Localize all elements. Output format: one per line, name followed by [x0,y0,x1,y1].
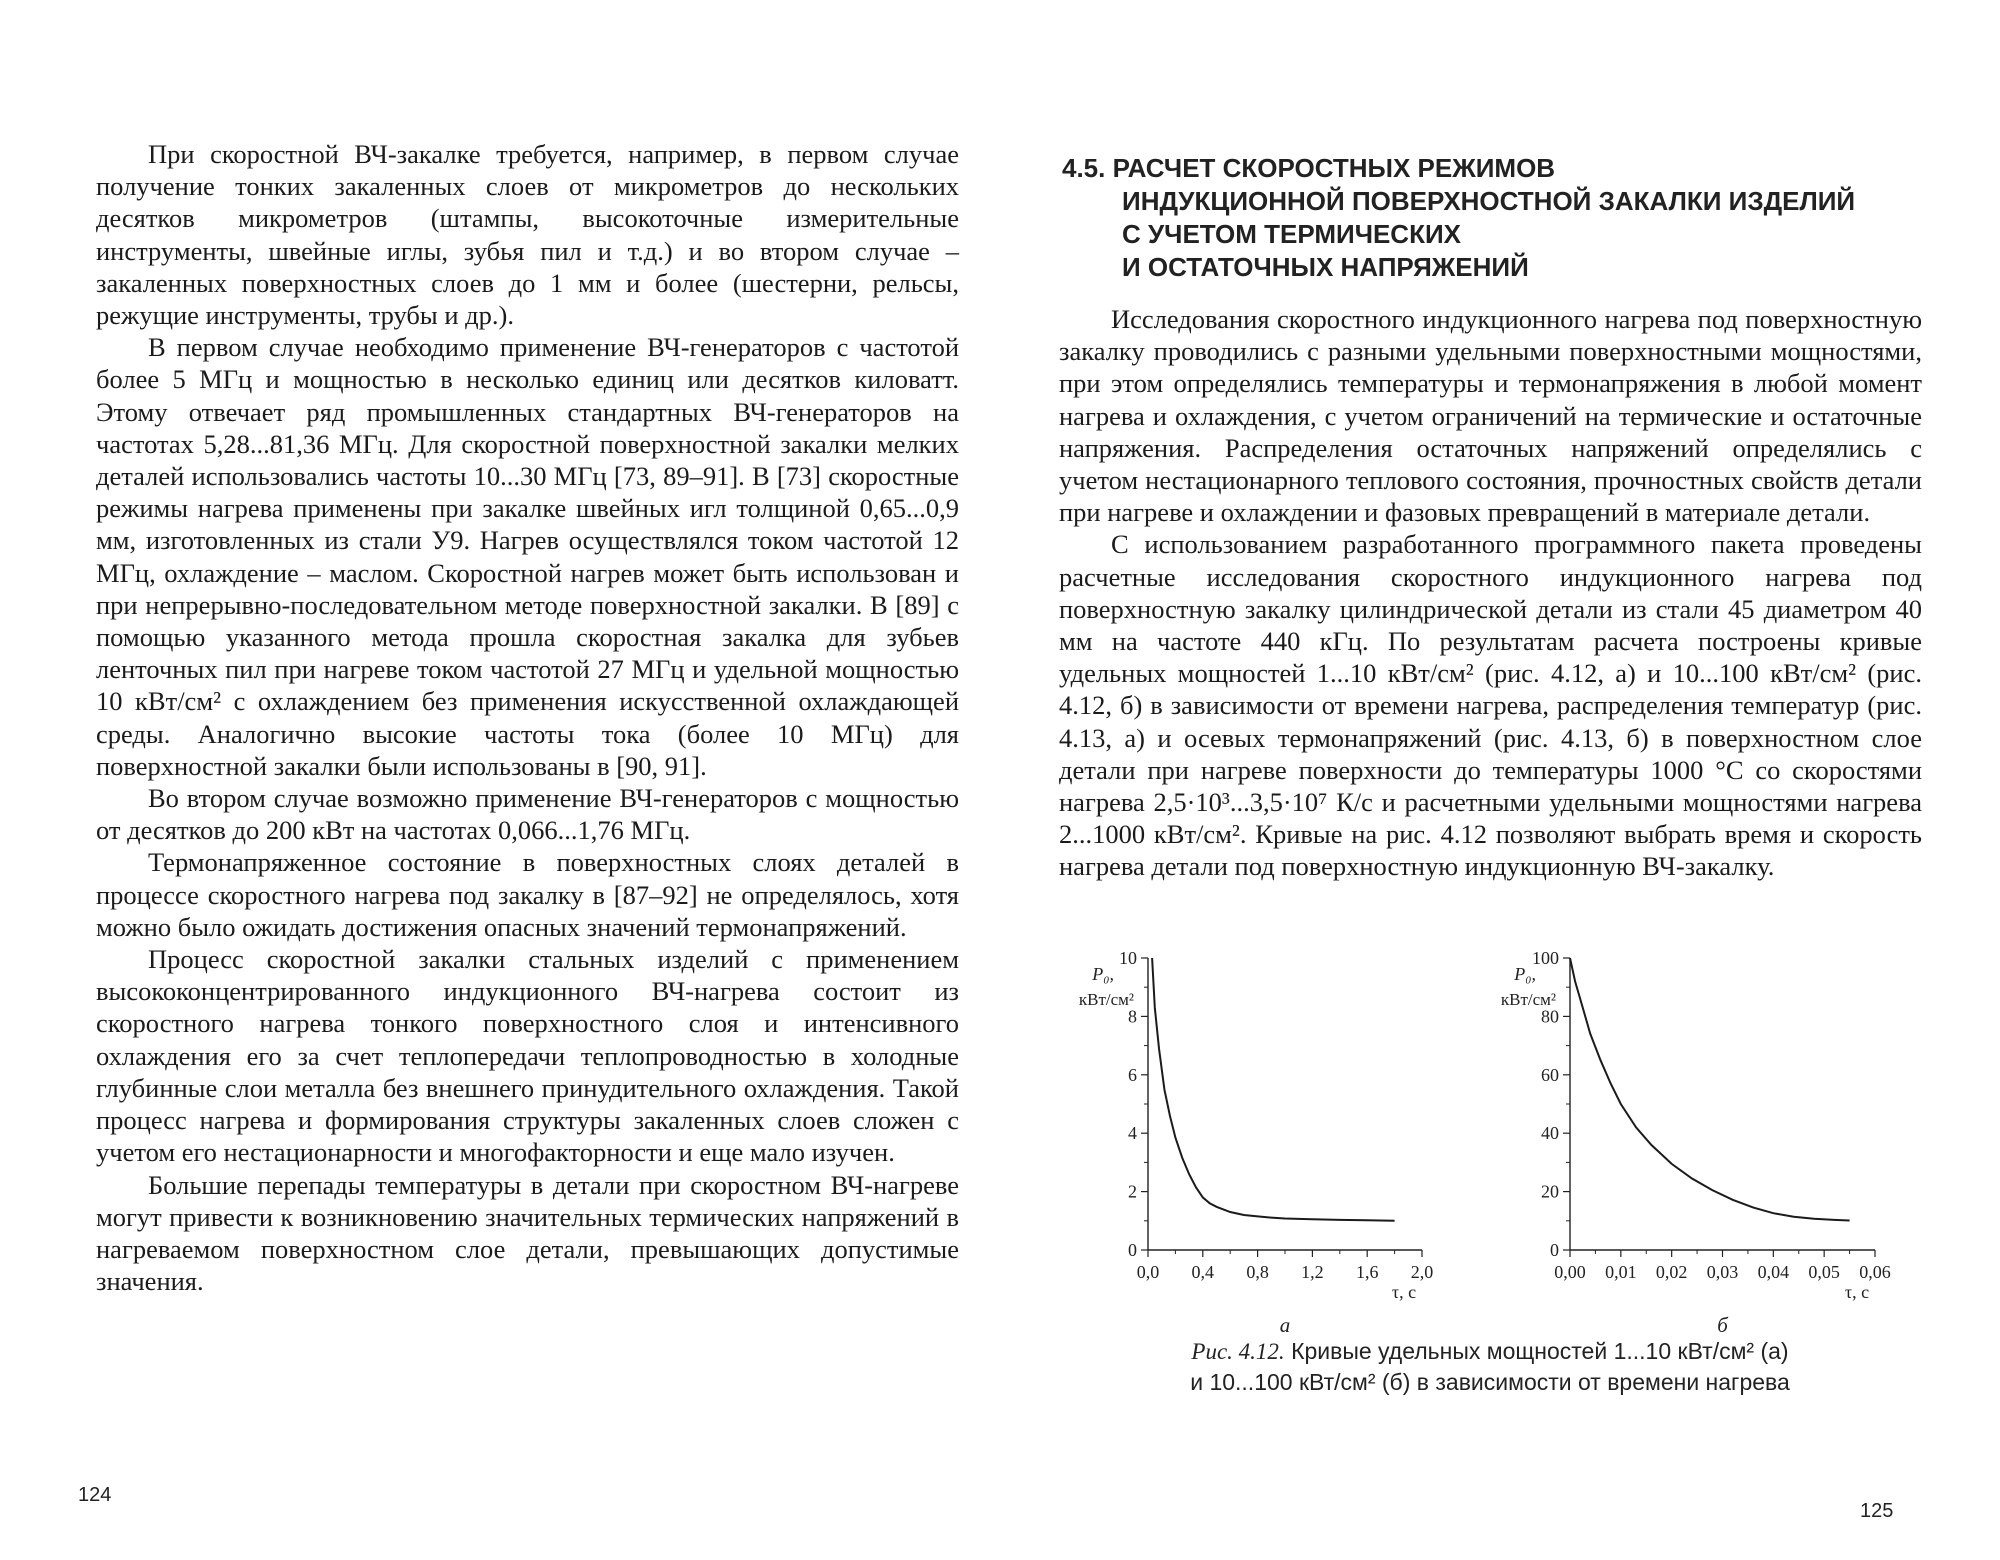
paragraph: В первом случае необходимо применение ВЧ-генераторов с частотой более 5 МГц и мощностью в несколько единиц или десятков киловатт. Этому отвечает ряд промышленных стандартных ВЧ-генераторов на частотах 5,28...81,36 МГц. Для скоростной поверхностной закалки мелких деталей использовались частоты 10...30 МГц [73, 89–91]. В [73] скоростные режимы нагрева применены при закалке швейных игл толщиной 0,65...0,9 мм, изготовленных из стали У9. Нагрев осуществлялся током частотой 12 МГц, охлаждение – маслом. Скоростной нагрев может быть использован и при непрерывно-последовательном методе поверхностной закалки. В [89] с помощью указанного метода прошла скоростная закалка для зубьев ленточных пил при нагреве током частотой 27 МГц и удельной мощностью 10 кВт/см² с охлаждением без применения искусственной охлаждающей среды. Аналогично высокие частоты тока (более 10 МГц) для поверхностной закалки были использованы в [90, 91]. [96,332,959,781]
x-tick-label: 0,0 [1136,1262,1160,1282]
left-body-text [96,138,959,1297]
y-tick-label: 0 [1550,1240,1559,1260]
x-tick-label: 1,2 [1301,1262,1324,1282]
paragraph: При скоростной ВЧ-закалке требуется, например, в первом случае получение тонких закаленных слоев от микрометров до нескольких десятков микрометров (штампы, высокоточные измерительные инструменты, швейные иглы, зубья пил и т.д.) и во втором случае – закаленных поверхностных слоев до 1 мм и более (шестерни, рельсы, режущие инструменты, трубы и др.). [96,139,959,331]
x-tick-label: 0,01 [1605,1262,1637,1282]
y-tick-label: 20 [1541,1181,1559,1202]
x-axis-label: τ, с [1391,1282,1417,1302]
x-tick-label: 0,03 [1706,1262,1739,1282]
paragraph: Термонапряженное состояние в поверхностных слоях деталей в процессе скоростного нагрева под закалку в [87–92] не определялось, хотя можно было ожидать достижения опасных значений термонапряжений. [96,847,959,942]
figure-caption [1060,1336,1920,1397]
caption-line-1 [1060,1336,1920,1367]
paragraph: Во втором случае возможно применение ВЧ-генераторов с мощностью от десятков до 200 кВт на частотах 0,066...1,76 МГц. [96,783,959,846]
paragraph: Исследования скоростного индукционного нагрева под поверхностную закалку проводились с разными удельными поверхностными мощностями, при этом определялись температуры и термонапряжения в любой момент нагрева и охлаждения, с учетом ограничений на термические и остаточные напряжения. Распределения остаточных напряжений определялись с учетом нестационарного теплового состояния, прочностных свойств детали при нагреве и охлаждении и фазовых превращений в материале детали. [1059,304,1922,528]
y-axis-symbol: P₀, [1092,964,1114,984]
series-line [1152,958,1395,1221]
heading-line-4: И ОСТАТОЧНЫХ НАПРЯЖЕНИЙ [1122,252,1529,282]
section-heading [1062,152,1962,284]
right-body-text [1059,303,1922,883]
page-number-right: 125 [1860,1500,1894,1522]
x-axis-label: τ, с [1844,1282,1870,1302]
paragraph: Большие перепады температуры в детали при скоростном ВЧ-нагреве могут привести к возникновению значительных термических напряжений в нагреваемом поверхностном слое детали, превышающих допустимые значения. [96,1169,959,1297]
y-tick-label: 4 [1128,1123,1137,1144]
paragraph: Процесс скоростной закалки стальных изделий с применением высококонцентрированного индукционного ВЧ-нагрева состоит из скоростного нагрева тонкого поверхностного слоя и интенсивного охлаждения его за счет теплопередачи теплопроводностью в холодные глубинные слои металла без внешнего принудительного охлаждения. Такой процесс нагрева и формирования структуры закаленных слоев сложен с учетом его нестационарности и многофакторности и еще мало изучен. [96,944,959,1168]
y-tick-label: 100 [1532,948,1559,968]
y-tick-label: 8 [1128,1006,1137,1027]
heading-text: РАСЧЕТ СКОРОСТНЫХ РЕЖИМОВ [1112,153,1556,183]
x-tick-label: 2,0 [1410,1262,1434,1282]
paragraph: С использованием разработанного программного пакета проведены расчетные исследования скоростного индукционного нагрева под поверхностную закалку цилиндрической детали из стали 45 диаметром 40 мм на частоте 440 кГц. По результатам расчета построены кривые удельных мощностей 1...10 кВт/см² (рис. 4.12, а) и 10...100 кВт/см² (рис. 4.12, б) в зависимости от времени нагрева, распределения температур (рис. 4.13, а) и осевых термонапряжений (рис. 4.13, б) в поверхностном слое детали при нагреве поверхности до температуры 1000 °С со скоростями нагрева 2,5·10³...3,5·10⁷ К/с и расчетными удельными мощностями нагрева 2...1000 кВт/см². Кривые на рис. 4.12 позволяют выбрать время и скорость нагрева детали под поверхностную индукционную ВЧ-закалку. [1059,529,1922,882]
caption-label: Рис. 4.12. [1191,1339,1285,1364]
section-number: 4.5. [1062,153,1106,183]
y-axis-symbol: P₀, [1514,964,1536,984]
y-tick-label: 60 [1541,1064,1559,1085]
y-tick-label: 6 [1128,1064,1137,1085]
x-tick-label: 0,00 [1554,1262,1586,1282]
x-tick-label: 0,4 [1191,1262,1215,1282]
x-tick-label: 0,8 [1246,1262,1269,1282]
heading-line-1 [1062,152,1962,185]
y-axis-units: кВт/см² [1078,990,1134,1009]
x-tick-label: 0,02 [1655,1262,1688,1282]
x-tick-label: 0,05 [1808,1262,1840,1282]
panel-label: а [1279,1313,1291,1337]
x-tick-label: 0,06 [1859,1262,1891,1282]
y-tick-label: 40 [1541,1123,1559,1144]
x-tick-label: 1,6 [1355,1262,1379,1282]
heading-line-3: С УЧЕТОМ ТЕРМИЧЕСКИХ [1122,219,1461,249]
caption-text-1: Кривые удельных мощностей 1...10 кВт/см² (а) [1291,1338,1789,1364]
caption-text-2: и 10...100 кВт/см² (б) в зависимости от времени нагрева [1190,1369,1790,1395]
panel-label: б [1717,1313,1728,1337]
x-tick-label: 0,04 [1757,1262,1790,1282]
right-page [1000,0,2000,1560]
y-tick-label: 2 [1128,1181,1137,1202]
y-axis-units: кВт/см² [1500,990,1556,1009]
page-number-left: 124 [78,1484,112,1506]
heading-line-2: ИНДУКЦИОННОЙ ПОВЕРХНОСТНОЙ ЗАКАЛКИ ИЗДЕЛИЙ [1122,186,1856,216]
y-tick-label: 10 [1119,948,1137,968]
series-line [1570,958,1850,1221]
y-tick-label: 0 [1128,1240,1137,1260]
figure-charts [1060,948,1960,1338]
y-tick-label: 80 [1541,1006,1559,1027]
